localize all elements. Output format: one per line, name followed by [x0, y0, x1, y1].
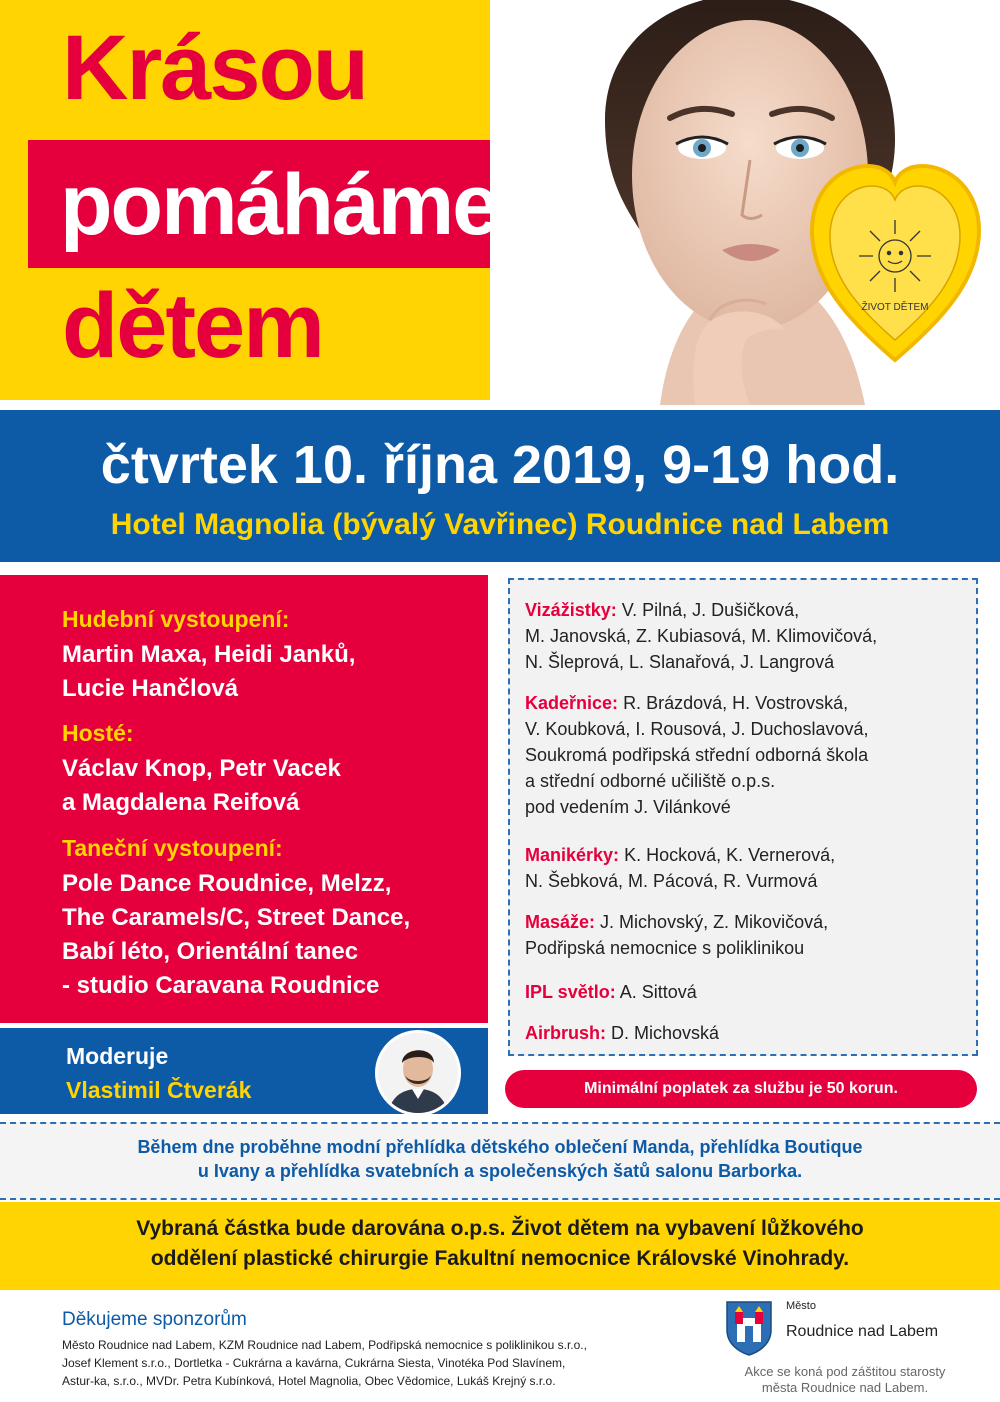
moderator-name: Vlastimil Čtverák	[66, 1077, 252, 1103]
moderator-label: Moderuje	[66, 1043, 169, 1069]
nails-label: Manikérky:	[525, 845, 620, 865]
ipl-entry	[525, 980, 697, 1004]
ipl-text: A. Sittová	[619, 982, 697, 1002]
airbrush-text: D. Michovská	[611, 1023, 720, 1043]
guests-line-2: a Magdalena Reifová	[62, 789, 300, 816]
massage-entry	[525, 910, 828, 934]
guests-line-1: Václav Knop, Petr Vacek	[62, 755, 341, 782]
makeup-line-2: M. Janovská, Z. Kubiasová, M. Klimovičová,	[525, 626, 878, 646]
fashion-line-2: u Ivany a přehlídka svatebních a společenských šatů salonu Barborka.	[197, 1161, 803, 1181]
massage-label: Masáže:	[525, 912, 596, 932]
music-line-2: Lucie Hančlová	[62, 675, 239, 702]
dance-heading: Taneční vystoupení:	[62, 835, 283, 861]
airbrush-entry	[525, 1021, 719, 1045]
sponsors-line-2: Josef Klement s.r.o., Dortletka - Cukrárna a kavárna, Cukrárna Siesta, Vinotéka Pod Slavínem,	[62, 1356, 566, 1370]
massage-line-2: Podřipská nemocnice s poliklinikou	[525, 938, 805, 958]
title-line-1: Krásou	[62, 17, 367, 119]
hair-line-5: pod vedením J. Vilánkové	[525, 797, 731, 817]
makeup-line-3: N. Šleprová, L. Slanařová, J. Langrová	[525, 652, 835, 672]
event-date: čtvrtek 10. října 2019, 9-19 hod.	[100, 435, 900, 495]
fashion-line-1: Během dne proběhne modní přehlídka dětského oblečení Manda, přehlídka Boutique	[137, 1137, 863, 1157]
dance-line-2: The Caramels/C, Street Dance,	[62, 904, 411, 931]
hair-entry	[525, 691, 848, 715]
music-heading: Hudební vystoupení:	[62, 606, 290, 632]
zivot-detem-heart-badge	[808, 160, 983, 370]
makeup-entry	[525, 598, 799, 622]
airbrush-label: Airbrush:	[525, 1023, 606, 1043]
dance-line-4: - studio Caravana Roudnice	[62, 972, 380, 999]
event-venue: Hotel Magnolia (bývalý Vavřinec) Roudnice nad Labem	[110, 508, 890, 541]
music-line-1: Martin Maxa, Heidi Janků,	[62, 641, 356, 668]
nails-line-1: K. Hocková, K. Vernerová,	[624, 845, 836, 865]
hair-label: Kadeřnice:	[525, 693, 619, 713]
patronage-line-2: města Roudnice nad Labem.	[761, 1380, 929, 1395]
program-panel	[0, 575, 488, 1023]
massage-line-1: J. Michovský, Z. Mikovičová,	[600, 912, 829, 932]
title-line-3: dětem	[62, 275, 323, 377]
makeup-line-1: V. Pilná, J. Dušičková,	[621, 600, 800, 620]
dance-line-3: Babí léto, Orientální tanec	[62, 938, 359, 965]
hair-line-4: a střední odborné učiliště o.p.s.	[525, 771, 776, 791]
fee-notice: Minimální poplatek za službu je 50 korun.	[505, 1070, 977, 1108]
donation-line-1: Vybraná částka bude darována o.p.s. Život dětem na vybavení lůžkového	[136, 1217, 864, 1240]
patronage-line-1: Akce se koná pod záštitou starosty	[744, 1364, 946, 1379]
hair-line-3: Soukromá podřipská střední odborná škola	[525, 745, 869, 765]
dance-line-1: Pole Dance Roudnice, Melzz,	[62, 870, 392, 897]
guests-heading: Hosté:	[62, 720, 134, 746]
city-small-label: Město	[786, 1300, 816, 1312]
makeup-label: Vizážistky:	[525, 600, 617, 620]
ipl-label: IPL světlo:	[525, 982, 616, 1002]
city-name: Roudnice nad Labem	[786, 1323, 939, 1340]
donation-line-2: oddělení plastické chirurgie Fakultní nemocnice Královské Vinohrady.	[150, 1247, 850, 1270]
moderator-avatar	[375, 1030, 461, 1116]
title-line-2: pomáháme	[60, 157, 499, 253]
sponsors-line-3: Astur-ka, s.r.o., MVDr. Petra Kubínková, Hotel Magnolia, Obec Vědomice, Lukáš Krejný s.r.o.	[62, 1374, 556, 1388]
sponsors-line-1: Město Roudnice nad Labem, KZM Roudnice nad Labem, Podřipská nemocnice s poliklinikou s.r.o.,	[62, 1338, 587, 1352]
hair-line-1: R. Brázdová, H. Vostrovská,	[623, 693, 849, 713]
city-crest-icon	[725, 1300, 773, 1356]
badge-text: ŽIVOT DĚTEM	[861, 302, 929, 313]
nails-entry	[525, 843, 835, 867]
nails-line-2: N. Šebková, M. Pácová, R. Vurmová	[525, 871, 818, 891]
sponsors-title: Děkujeme sponzorům	[62, 1309, 247, 1330]
hair-line-2: V. Koubková, I. Rousová, J. Duchoslavová,	[525, 719, 869, 739]
